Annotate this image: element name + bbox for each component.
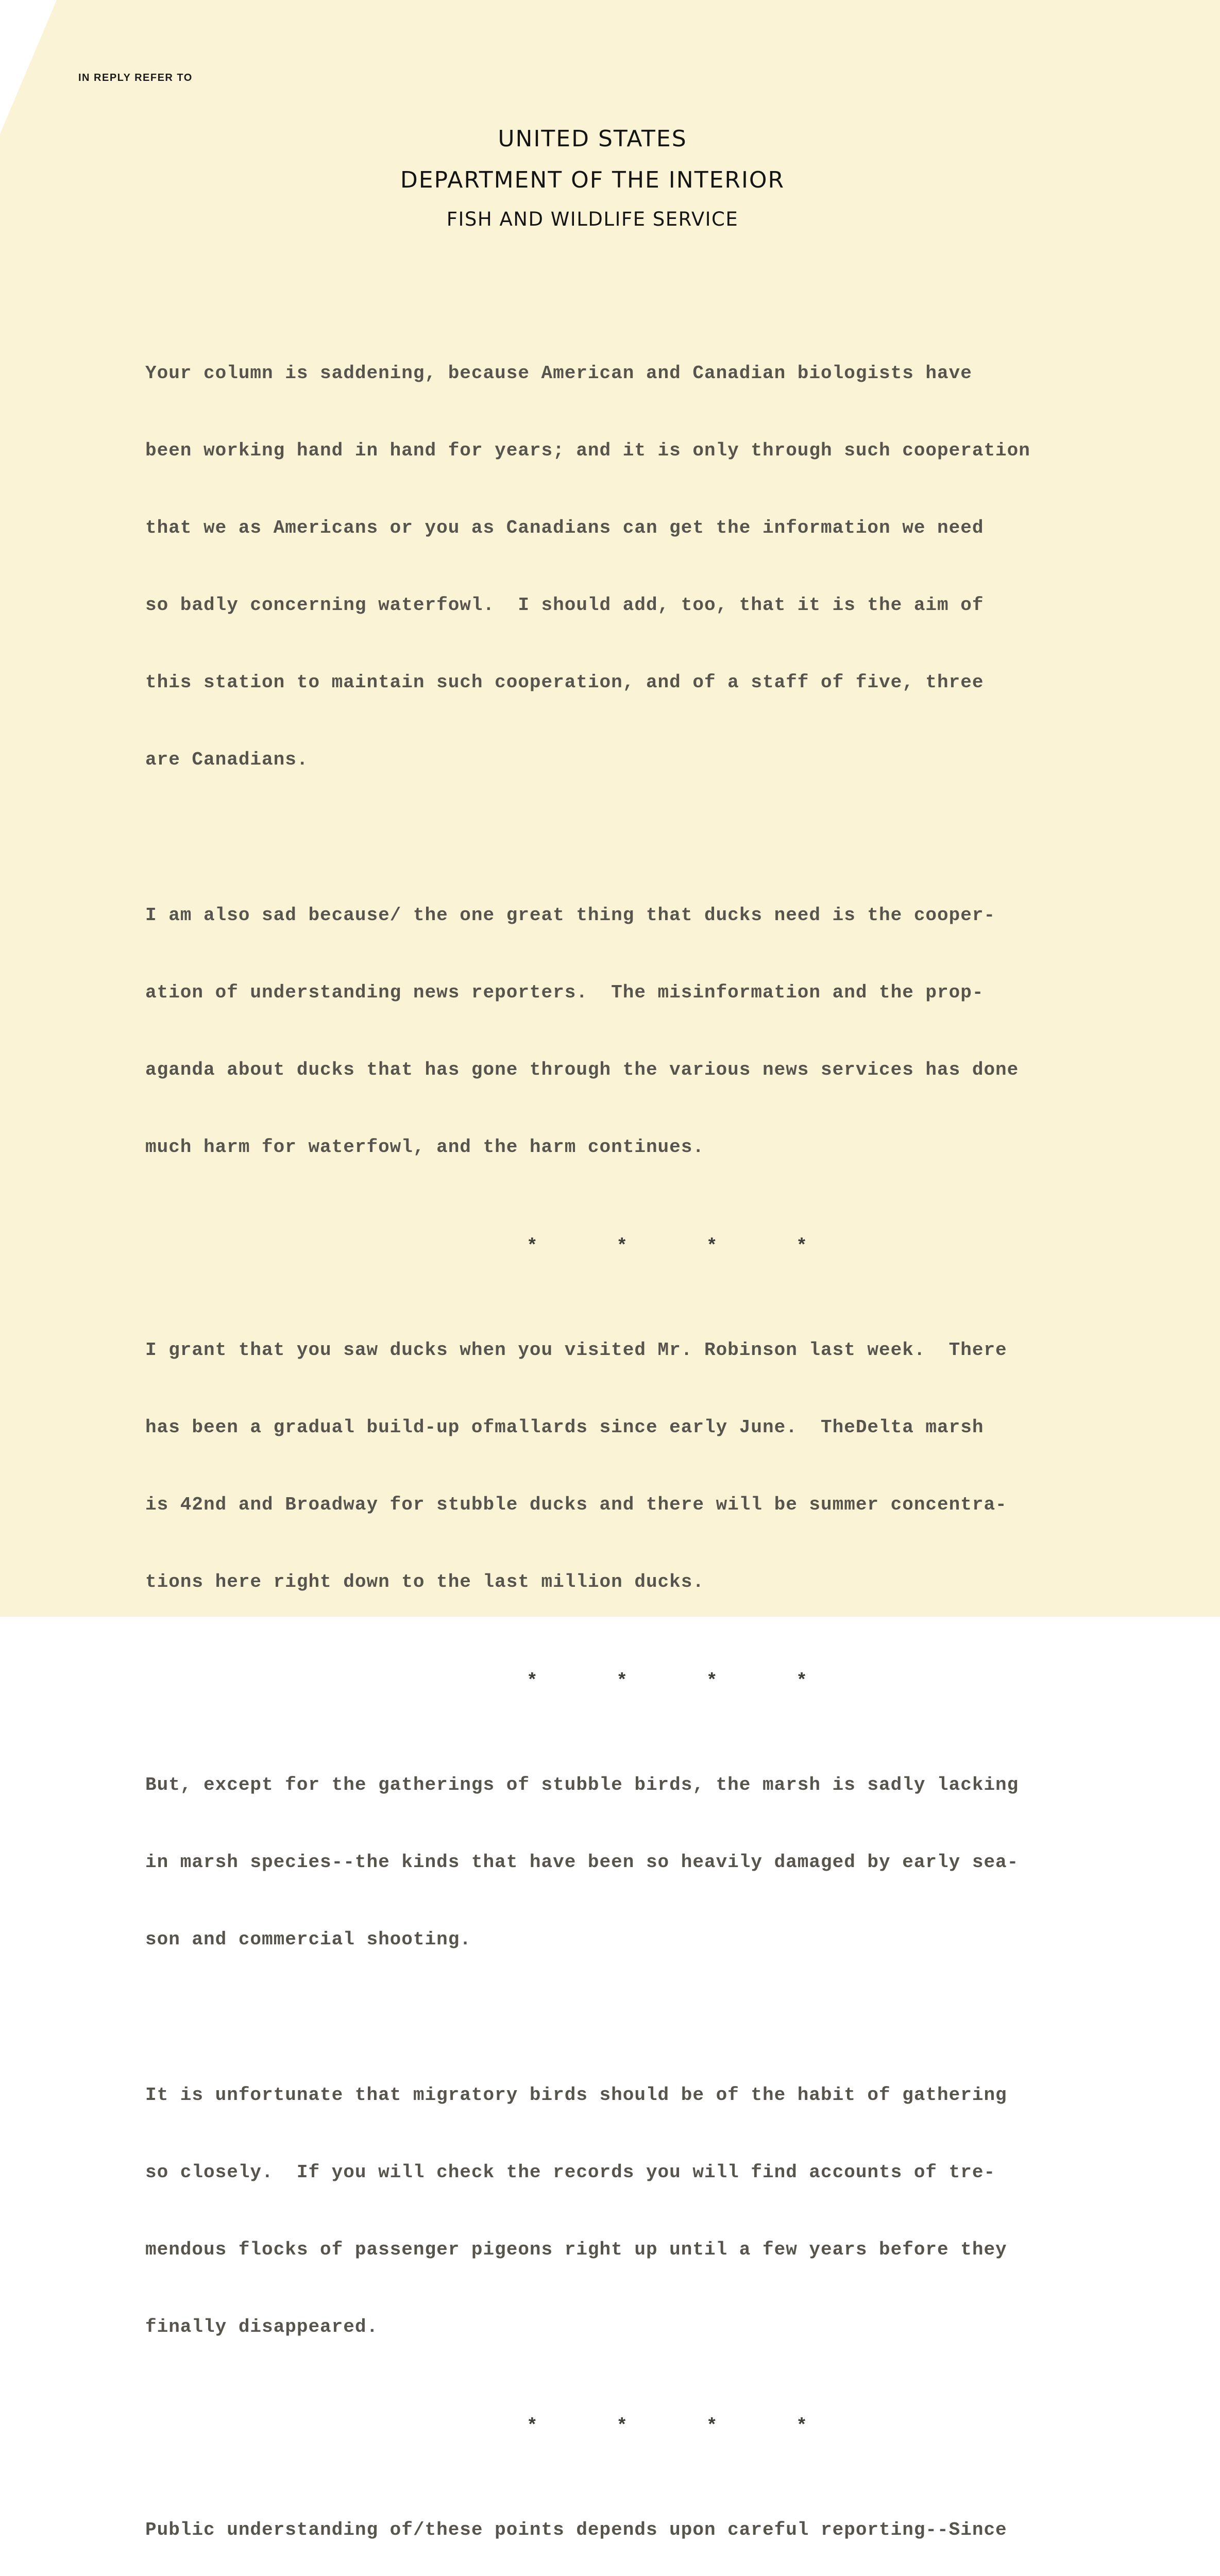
paragraph-line: It is unfortunate that migratory birds should be of the habit of gathering	[145, 2084, 1007, 2106]
letterhead-country: UNITED STATES	[498, 126, 687, 152]
paragraph-line: But, except for the gatherings of stubble birds, the marsh is sadly lacking	[145, 1774, 1019, 1795]
letterhead	[0, 118, 1185, 238]
paragraph-line: I am also sad because/ the one great thing that ducks need is the cooper-	[145, 905, 996, 926]
section-separator: * * * *	[527, 1235, 808, 1257]
paragraph-line: ation of understanding news reporters. The misinformation and the prop-	[145, 982, 984, 1003]
paragraph-line: aganda about ducks that has gone through the various news services has done	[145, 1059, 1019, 1080]
paragraph-line: has been a gradual build-up ofmallards since early June. TheDelta marsh	[145, 1417, 984, 1438]
paragraph-line: I grant that you saw ducks when you visited Mr. Robinson last week. There	[145, 1340, 1007, 1361]
paragraph-line: Your column is saddening, because American and Canadian biologists have	[145, 363, 972, 384]
paragraph-line: finally disappeared.	[145, 2316, 379, 2337]
paragraph-6	[145, 2466, 1145, 2576]
paragraph-line: so badly concerning waterfowl. I should add, too, that it is the aim of	[145, 595, 984, 616]
page-corner	[0, 0, 57, 134]
paragraph-1	[145, 309, 1145, 824]
paragraph-line: mendous flocks of passenger pigeons right up until a few years before they	[145, 2239, 1007, 2260]
paragraph-line: is 42nd and Broadway for stubble ducks and there will be summer concentra-	[145, 1494, 1007, 1515]
letter-body	[145, 309, 1145, 2576]
reply-refer-label: IN REPLY REFER TO	[78, 72, 193, 83]
paragraph-2	[145, 851, 1145, 1212]
paragraph-5	[145, 2031, 1145, 2392]
paragraph-3	[145, 1286, 1145, 1647]
section-separator: * * * *	[527, 1670, 808, 1691]
paragraph-line: been working hand in hand for years; and it is only through such cooperation	[145, 440, 1030, 461]
paragraph-line: son and commercial shooting.	[145, 1929, 471, 1950]
paragraph-line: this station to maintain such cooperation, and of a staff of five, three	[145, 672, 984, 693]
letterhead-department: DEPARTMENT OF THE INTERIOR	[400, 167, 785, 193]
paragraph-line: in marsh species--the kinds that have been so heavily damaged by early sea-	[145, 1852, 1019, 1873]
letterhead-service: FISH AND WILDLIFE SERVICE	[446, 208, 739, 230]
paragraph-line: are Canadians.	[145, 749, 309, 770]
paragraph-line: much harm for waterfowl, and the harm continues.	[145, 1137, 704, 1158]
paragraph-line: Public understanding of/these points depends upon careful reporting--Since	[145, 2519, 1007, 2540]
section-separator: * * * *	[527, 2415, 808, 2436]
paragraph-line: tions here right down to the last million ducks.	[145, 1571, 704, 1592]
paragraph-4	[145, 1721, 1145, 2004]
paragraph-line: so closely. If you will check the records you will find accounts of tre-	[145, 2162, 996, 2183]
paragraph-line: that we as Americans or you as Canadians can get the information we need	[145, 517, 984, 538]
